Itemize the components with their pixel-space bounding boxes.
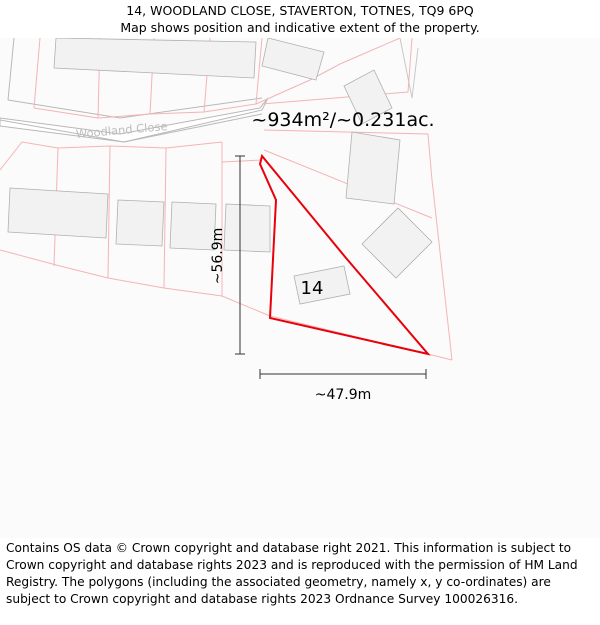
building-south-4 (224, 204, 270, 252)
house-number-label: 14 (300, 278, 324, 299)
building-south-2 (116, 200, 164, 246)
map-svg (0, 38, 600, 538)
area-label: ~934m²/~0.231ac. (251, 109, 435, 131)
map-canvas[interactable] (0, 38, 600, 538)
street-label: Woodland Close (75, 119, 169, 141)
copyright-notice: Contains OS data © Crown copyright and database right 2021. This information is subject to Crown copyright and database rights 2023 and is reproduced with the permission of HM Land Registry. The polygons (including the associated geometry, namely x, y co-ordinates) are subject to Crown copyright and database rights 2023 Ordnance Survey 100026316. (6, 541, 578, 606)
building-south-1 (8, 188, 108, 238)
property-address: 14, WOODLAND CLOSE, STAVERTON, TOTNES, TQ9 6PQ (126, 3, 474, 18)
width-label: ~47.9m (314, 387, 372, 403)
map-subtitle: Map shows position and indicative extent of the property. (120, 20, 480, 35)
height-label: ~56.9m (210, 227, 226, 285)
map-header (0, 0, 600, 40)
building-east-1 (346, 132, 400, 204)
